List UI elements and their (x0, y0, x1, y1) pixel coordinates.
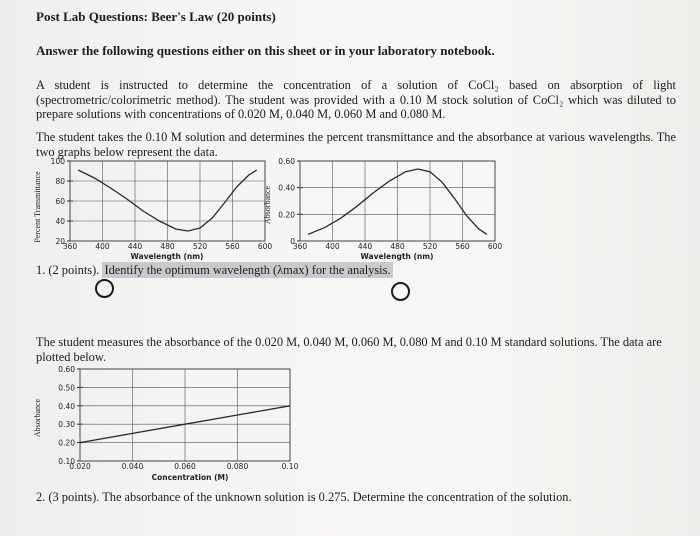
page-title: Post Lab Questions: Beer's Law (20 points) (36, 9, 276, 24)
question-2: 2. (3 points). The absorbance of the unknown solution is 0.275. Determine the concentration of the solution. (36, 490, 572, 504)
c3-xtick-label: 0.040 (121, 462, 144, 471)
chart2-xlabel: Wavelength (nm) (360, 252, 434, 261)
c3-ytick-label: 0.20 (58, 438, 75, 448)
standards-paragraph: The student measures the absorbance of the 0.020 M, 0.040 M, 0.060 M, 0.080 M and 0.10 M standard solutions. The data are plotted below. (36, 335, 662, 364)
answer-circle-right (391, 282, 410, 301)
c2-xtick-label: 440 (357, 242, 373, 251)
c2-xtick-label: 480 (390, 242, 405, 251)
c1-xtick-label: 440 (127, 242, 143, 251)
c3-ytick-label: 0.10 (58, 457, 75, 466)
c2-xtick-label: 360 (292, 242, 308, 251)
c3-xtick-label: 0.080 (226, 462, 249, 471)
c2-ytick-label: 0.40 (278, 183, 295, 193)
c1-ytick-label: 100 (50, 157, 65, 166)
answer-circle-left (95, 279, 114, 298)
c2-xtick-label: 400 (325, 242, 340, 251)
c2-ytick-label: 0 (290, 237, 295, 246)
intro-paragraph-1: A student is instructed to determine the concentration of a solution of CoCl₂ based on absorption of light (spectrometric/colorimetric method). The student was provided with a 0.10 M stock solution of CoCl₂ which was diluted to prepare solutions with concentrations of 0.020 M, 0.040 M, 0.060 M and 0.080 M. (36, 78, 676, 122)
chart2-ylabel: Absorbance (263, 185, 272, 225)
c3-ytick-label: 0.30 (58, 420, 75, 430)
c3-xtick-label: 0.10 (281, 462, 299, 471)
c1-ytick-label: 20 (55, 237, 65, 246)
c2-xtick-label: 560 (455, 242, 470, 251)
c1-xtick-label: 560 (225, 242, 240, 251)
c1-xtick-label: 520 (192, 242, 208, 251)
c3-ytick-label: 0.50 (58, 383, 75, 393)
question-1-highlighted-text: Identify the optimum wavelength (λmax) for the analysis. (104, 263, 391, 277)
question-1 (36, 263, 393, 278)
c3-ytick-label: 0.60 (58, 365, 75, 374)
chart3-xlabel: Concentration (M) (151, 473, 229, 482)
c1-xtick-label: 480 (160, 242, 175, 251)
c1-xtick-label: 400 (95, 242, 110, 251)
c2-xtick-label: 520 (422, 242, 438, 251)
c3-xtick-label: 0.020 (69, 462, 91, 471)
chart3-ylabel: Absorbance (33, 398, 42, 438)
question-1-number: 1. (2 points). (36, 263, 100, 277)
c1-xtick-label: 360 (62, 242, 78, 251)
instructions: Answer the following questions either on this sheet or in your laboratory notebook. (36, 43, 495, 58)
chart1-xlabel: Wavelength (nm) (130, 252, 204, 261)
c3-xtick-label: 0.060 (174, 462, 196, 471)
c1-ytick-label: 80 (55, 177, 65, 186)
c2-ytick-label: 0.20 (278, 210, 295, 220)
c1-ytick-label: 60 (55, 197, 65, 206)
c1-xtick-label: 600 (257, 242, 273, 251)
c2-ytick-label: 0.60 (278, 157, 295, 166)
c2-xtick-label: 600 (487, 242, 503, 251)
c1-ytick-label: 40 (55, 217, 65, 226)
calibration-chart (30, 364, 310, 482)
c3-ytick-label: 0.40 (58, 401, 75, 411)
transmittance-chart (30, 157, 280, 262)
absorbance-spectrum-chart (257, 157, 510, 262)
intro-paragraph-2: The student takes the 0.10 M solution and determines the percent transmittance and the absorbance at various wavelengths. The two graphs below represent the data. (36, 130, 676, 159)
chart1-ylabel: Percent Transmittance (33, 171, 42, 243)
